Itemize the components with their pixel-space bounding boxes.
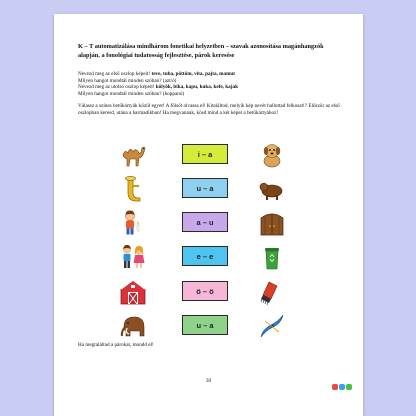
matching-row xyxy=(54,174,363,204)
letter-card[interactable]: i – a xyxy=(182,144,228,164)
puppy-icon xyxy=(257,140,287,170)
instruction-line-3: Nevezd meg az utolsó oszlop képeit! kölyök, bika, kapu, kuka, kefe, kajak xyxy=(78,84,238,91)
brush-icon xyxy=(257,277,287,307)
children-icon xyxy=(118,242,148,272)
camel-icon xyxy=(118,140,148,170)
matching-row xyxy=(54,242,363,272)
page-number: 30 xyxy=(205,378,212,384)
instruction-line-4: Milyen hangot mondtál minden szóban? (koppanó) xyxy=(78,91,185,98)
tuba-icon xyxy=(118,174,148,204)
matching-row xyxy=(54,140,363,170)
matching-row xyxy=(54,277,363,307)
worksheet-heading: K – T automatizálása mindhárom fonetikai helyzetben – szavak azonosítása magánhangzók alapján, a fonológiai tudatosság fejlesztése, párok keresése xyxy=(78,43,324,59)
letter-card[interactable]: ö – ö xyxy=(182,281,228,301)
trash-bin-icon xyxy=(257,242,287,272)
worksheet-page xyxy=(54,14,363,416)
letter-card[interactable]: e – e xyxy=(182,246,228,266)
kayak-icon xyxy=(257,311,287,341)
bull-icon xyxy=(257,174,287,204)
instruction-line-2: Milyen hangot mondtál minden szóban? (azt/ó) xyxy=(78,77,177,84)
letter-card[interactable]: u – a xyxy=(182,178,228,198)
matching-row xyxy=(54,208,363,238)
gate-icon xyxy=(257,208,287,238)
instruction-line-1: Nevezd meg az első oszlop képeit! teve, tuba, pöttöm, vita, pajta, mamut xyxy=(78,71,236,77)
boy-with-candle-icon xyxy=(118,208,148,238)
closing-instruction: Ha megtaláltad a párokat, mondd el! xyxy=(78,342,154,348)
instructions xyxy=(78,71,340,98)
barn-icon xyxy=(118,277,148,307)
letter-card[interactable]: u – a xyxy=(182,315,228,335)
letter-card[interactable]: a – u xyxy=(182,212,228,232)
publisher-logo-icon xyxy=(332,382,352,392)
matching-row xyxy=(54,311,363,341)
task-instruction: Válassz a színes betűkártyák közül egyet! A fölsőt olvassa el! Kitaláltod, melyik kép nevét hallottad felkosat!? Először az első oszlopban keresd, utána a harmadikban! Ha megvannak, kösd mind a két képet a betűkártyához! xyxy=(78,103,340,116)
mammoth-icon xyxy=(118,311,148,341)
